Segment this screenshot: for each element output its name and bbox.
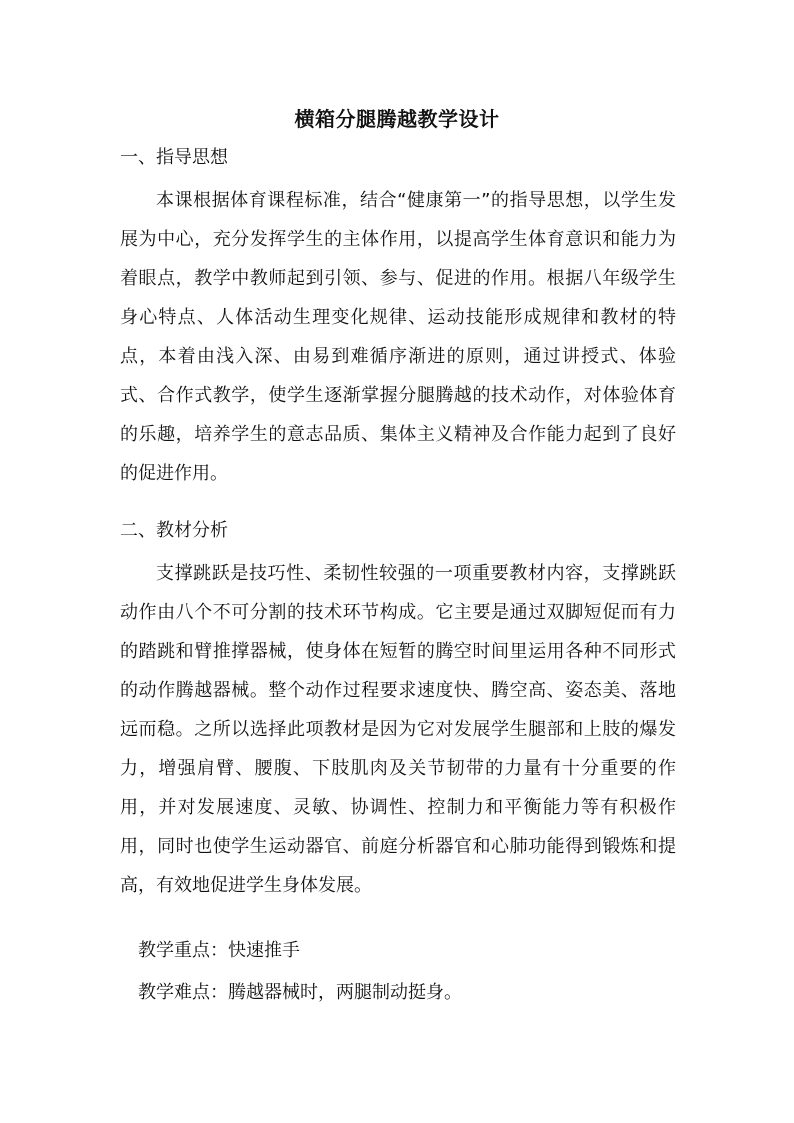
section-heading-guiding-ideology: 一、指导思想 <box>120 147 228 168</box>
section-paragraph-material-analysis: 支撑跳跃是技巧性、柔韧性较强的一项重要教材内容，支撑跳跃动作由八个不可分割的技术环节构成。它主要是通过双脚短促而有力的踏跳和臂推撑器械，使身体在短暂的腾空时间里运用各种不同形式的动作腾越器械。整个动作过程要求速度快、腾空高、姿态美、落地远而稳。之所以选择此项教材是因为它对发展学生腿部和上肢的爆发力，增强肩臂、腰腹、下肢肌肉及关节韧带的力量有十分重要的作用，并对发展速度、灵敏、协调性、控制力和平衡能力等有积极作用，同时也使学生运动器官、前庭分析器官和心肺功能得到锻炼和提高，有效地促进学生身体发展。 <box>120 563 676 896</box>
teaching-difficult-point: 教学难点：腾越器械时，两腿制动挺身。 <box>138 982 462 1003</box>
teaching-key-point: 教学重点：快速推手 <box>138 940 300 961</box>
section-paragraph-guiding-ideology: 本课根据体育课程标准，结合“健康第一”的指导思想，以学生发展为中心，充分发挥学生的主体作用，以提高学生体育意识和能力为着眼点，教学中教师起到引领、参与、促进的作用。根据八年级学生身心特点、人体活动生理变化规律、运动技能形成规律和教材的特点，本着由浅入深、由易到难循序渐进的原则，通过讲授式、体验式、合作式教学，使学生逐渐掌握分腿腾越的技术动作，对体验体育的乐趣，培养学生的意志品质、集体主义精神及合作能力起到了良好的促进作用。 <box>120 190 676 484</box>
document-title: 横箱分腿腾越教学设计 <box>294 107 500 131</box>
section-heading-material-analysis: 二、教材分析 <box>120 520 228 541</box>
